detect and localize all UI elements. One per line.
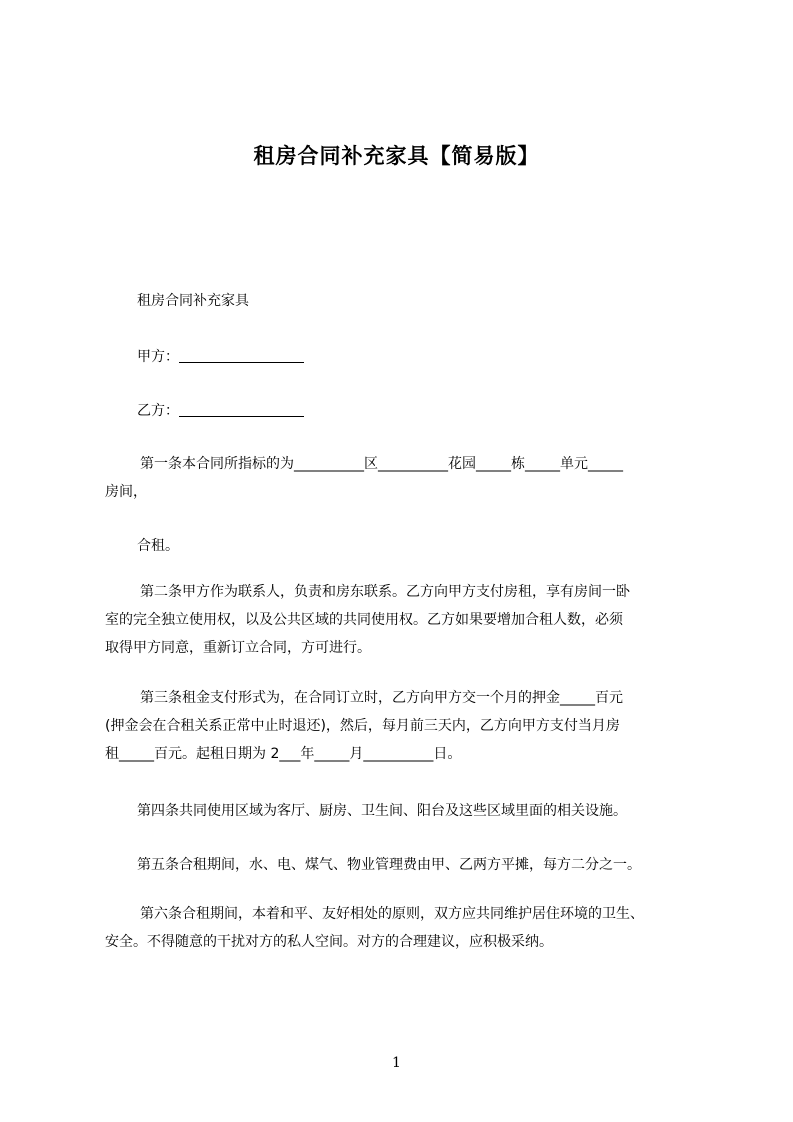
clause-2-line-3: 取得甲方同意，重新订立合同，方可进行。 <box>105 640 371 656</box>
document-title: 租房合同补充家具【简易版】 <box>253 144 540 168</box>
clause-2-line-2: 室的完全独立使用权，以及公共区域的共同使用权。乙方如果要增加合租人数，必须 <box>105 612 623 628</box>
clause-3-line-3: 租_____百元。起租日期为 2___年_____月__________日。 <box>105 746 462 762</box>
clause-1-line-2: 房间， <box>105 484 147 500</box>
clause-1 <box>105 450 705 506</box>
page-number: 1 <box>392 1055 401 1071</box>
party-b-blank <box>179 402 304 417</box>
clause-3-line-2: (押金会在合租关系正常中止时退还)，然后，每月前三天内，乙方向甲方支付当月房 <box>105 718 620 734</box>
clause-6-line-1: 第六条合租期间，本着和平、友好相处的原则，双方应共同维护居住环境的卫生、 <box>140 906 644 922</box>
subtitle: 租房合同补充家具 <box>137 293 249 309</box>
clause-2-line-1: 第二条甲方作为联系人，负责和房东联系。乙方向甲方支付房租，享有房间一卧 <box>140 584 630 600</box>
clause-1-continuation: 合租。 <box>137 538 179 554</box>
clause-1-line-1: 第一条本合同所指标的为__________区__________花园_____栋_____单元_____ <box>140 456 623 472</box>
party-b-label: 乙方： <box>137 403 179 419</box>
party-a-blank <box>179 348 304 363</box>
party-a-line <box>137 346 737 366</box>
clause-5: 第五条合租期间，水、电、煤气、物业管理费由甲、乙两方平摊，每方二分之一。 <box>137 857 641 873</box>
clause-3 <box>105 684 705 768</box>
clause-3-line-1: 第三条租金支付形式为，在合同订立时，乙方向甲方交一个月的押金_____百元 <box>140 690 623 706</box>
clause-6 <box>105 900 705 956</box>
party-a-label: 甲方： <box>137 349 179 365</box>
clause-6-line-2: 安全。不得随意的干扰对方的私人空间。对方的合理建议，应积极采纳。 <box>105 934 553 950</box>
clause-2 <box>105 578 705 662</box>
party-b-line <box>137 400 737 420</box>
clause-4: 第四条共同使用区域为客厅、厨房、卫生间、阳台及这些区域里面的相关设施。 <box>137 803 627 819</box>
